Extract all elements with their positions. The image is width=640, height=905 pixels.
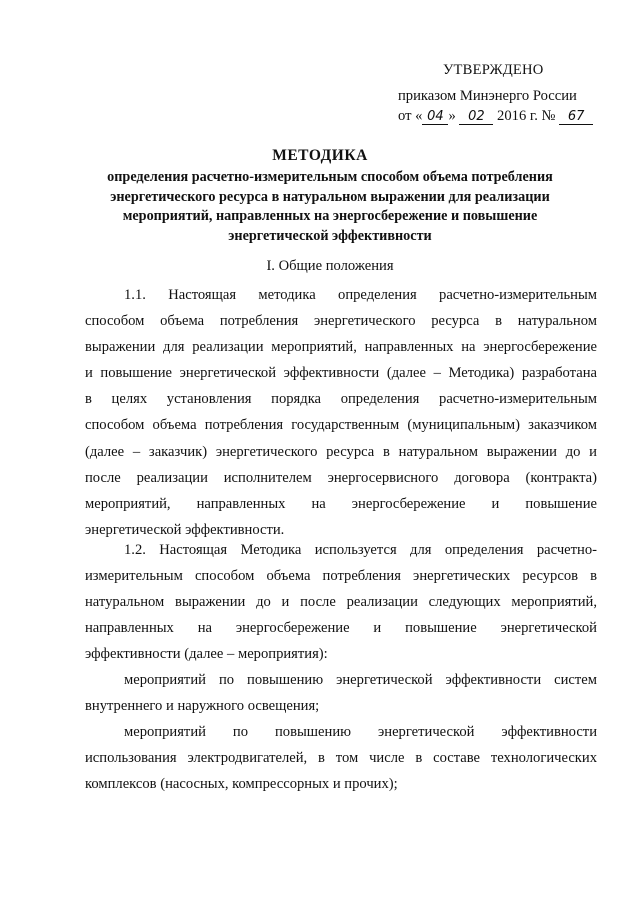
handwritten-month: 02 xyxy=(459,110,493,125)
text-line: комплексов (насосных, компрессорных и прочих); xyxy=(85,776,398,793)
text-line: 1.1. Настоящая методика определения расчетно-измерительным xyxy=(124,287,597,303)
subtitle-line: мероприятий, направленных на энергосбережение и повышение xyxy=(122,208,538,224)
text-line: (далее – заказчик) энергетического ресурса в натуральном выражении до и xyxy=(85,443,597,460)
text-line: натуральном выражении до и после реализации следующих мероприятий, xyxy=(85,594,597,611)
list-item-electric-motors xyxy=(85,719,597,797)
date-year: 2016 г. № xyxy=(497,108,556,124)
approval-date-line xyxy=(398,108,593,125)
document-subtitle xyxy=(60,168,600,246)
text-line: 1.2. Настоящая Методика используется для определения расчетно- xyxy=(124,542,597,558)
text-line: в целях установления порядка определения расчетно-измерительным xyxy=(85,391,597,408)
subtitle-line: энергетического ресурса в натуральном выражении для реализации xyxy=(110,188,550,205)
text-line: выражении для реализации мероприятий, направленных на энергосбережение xyxy=(85,339,597,356)
handwritten-order-number: 67 xyxy=(559,110,593,125)
text-line: после реализации исполнителем энергосервисного договора (контракта) xyxy=(85,469,597,486)
text-line: эффективности (далее – мероприятия): xyxy=(85,646,328,663)
document-title: МЕТОДИКА xyxy=(272,147,368,164)
approval-stamp-title: УТВЕРЖДЕНО xyxy=(443,62,544,78)
paragraph-1-2 xyxy=(85,537,597,667)
date-prefix: от « xyxy=(398,108,423,124)
text-line: использования электродвигателей, в том числе в составе технологических xyxy=(85,750,597,767)
text-line: направленных на энергосбережение и повышение энергетической xyxy=(85,620,597,637)
text-line: мероприятий по повышению энергетической эффективности xyxy=(124,724,597,740)
approval-order-line: приказом Минэнерго России xyxy=(398,88,577,104)
text-line: измерительным способом объема потребления энергетических ресурсов в xyxy=(85,568,597,585)
handwritten-day: 04 xyxy=(422,110,448,125)
paragraph-1-1 xyxy=(85,282,597,543)
text-line: мероприятий, направленных на энергосбережение и повышение xyxy=(85,495,597,512)
text-line: энергетической эффективности. xyxy=(85,521,285,538)
text-line: внутреннего и наружного освещения; xyxy=(85,698,320,715)
date-quote-close: » xyxy=(448,108,456,124)
subtitle-line: определения расчетно-измерительным способом объема потребления xyxy=(107,169,553,185)
text-line: способом объема потребления государственным (муниципальным) заказчиком xyxy=(85,417,597,434)
subtitle-line: энергетической эффективности xyxy=(228,227,432,244)
text-line: мероприятий по повышению энергетической эффективности систем xyxy=(124,672,597,688)
text-line: способом объема потребления энергетического ресурса в натуральном xyxy=(85,313,597,330)
list-item-lighting xyxy=(85,667,597,719)
text-line: и повышение энергетической эффективности (далее – Методика) разработана xyxy=(85,365,597,382)
section-heading: I. Общие положения xyxy=(266,258,394,274)
